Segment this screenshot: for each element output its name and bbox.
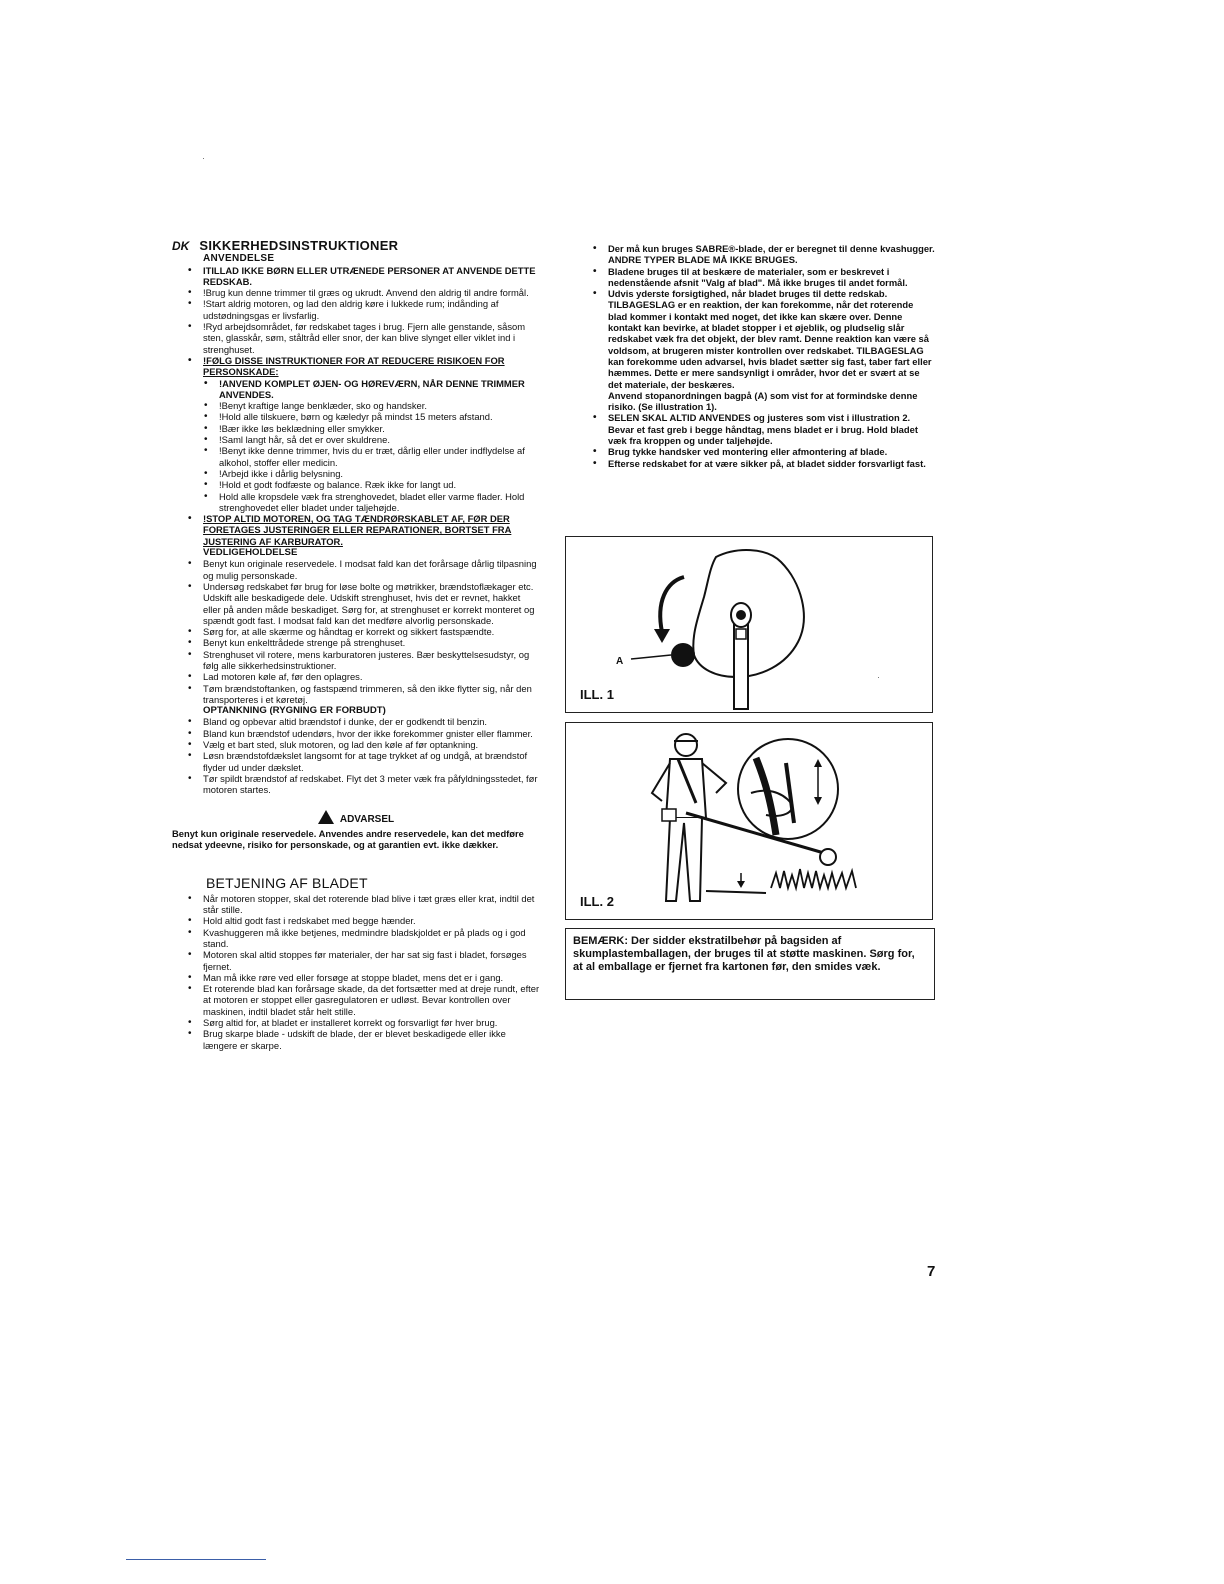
footer-rule <box>126 1559 266 1560</box>
list-item: • ITILLAD IKKE BØRN ELLER UTRÆNEDE PERSONER AT ANVENDE DETTE REDSKAB. <box>172 265 540 288</box>
trimmer-blade <box>820 849 836 865</box>
scan-speck <box>203 158 204 159</box>
list-item: • !ANVEND KOMPLET ØJEN- OG HØREVÆRN, NÅR DENNE TRIMMER ANVENDES. <box>172 378 540 401</box>
arrow-head <box>654 629 670 643</box>
maintenance-list <box>172 558 540 705</box>
blade-guard-drawing <box>566 537 932 712</box>
illustration-2-label: ILL. 2 <box>580 894 614 909</box>
remark-box: BEMÆRK: Der sidder ekstratilbehør på bagsiden af skumplastemballagen, der bruges til at støtte maskinen. Sørg for, at al emballage er fjernet fra kartonen før, den smides væk. <box>565 928 935 1000</box>
operator-legs <box>666 818 702 901</box>
list-item: • Undersøg redskabet før brug for løse bolte og møtrikker, brændstoflækager etc. Udskift alle beskadigede dele. Udskift strenghuset, hvis det er revnet, hakket eller på anden måde beskadiget. Sørg for, at strenghuset er korrekt monteret og spændt godt fast. I modsat fald kan det medføre alvorlig personskade. <box>172 581 540 626</box>
list-item: • Et roterende blad kan forårsage skade, da det fortsætter med at dreje rundt, efter at motoren er stoppet eller gasregulatoren er udløst. Bevar kontrollen over maskinen, indtil bladet står helt stille. <box>172 983 540 1017</box>
use-sub-list <box>172 378 540 514</box>
illustration-1 <box>565 536 933 713</box>
list-item: • Kvashuggeren må ikke betjenes, medmindre bladskjoldet er på plads og i god stand. <box>172 927 540 950</box>
scan-speck <box>878 677 879 678</box>
section-header <box>172 240 540 252</box>
operator-head <box>675 734 697 756</box>
list-item: • !Start aldrig motoren, og lad den aldrig køre i lukkede rum; indånding af udstødningsgas er livsfarlig. <box>172 298 540 321</box>
list-item: • Benyt kun originale reservedele. I modsat fald kan det forårsage dårlig tilpasning og mulig personskade. <box>172 558 540 581</box>
warning-text: Benyt kun originale reservedele. Anvendes andre reservedele, kan det medføre nedsat ydeevne, risiko for personskade, og at garantien evt. ikke dækker. <box>172 827 524 851</box>
list-item: • Løsn brændstofdækslet langsomt for at tage trykket af og undgå, at brændstof flyder ud under dækslet. <box>172 750 540 773</box>
list-item: • !Hold alle tilskuere, børn og kæledyr på mindst 15 meters afstand. <box>172 411 540 422</box>
warning-triangle-icon <box>318 810 334 824</box>
list-item: • Brug skarpe blade - udskift de blade, der er blevet beskadigede eller ikke længere er skarpe. <box>172 1028 540 1051</box>
list-item: • !Hold et godt fodfæste og balance. Ræk ikke for langt ud. <box>172 479 540 490</box>
list-item: • !Benyt kraftige lange benklæder, sko og handsker. <box>172 400 540 411</box>
list-item: • !Benyt ikke denne trimmer, hvis du er træt, dårlig eller under indflydelse af alkohol, stoffer eller medicin. <box>172 445 540 468</box>
list-item: • !Saml langt hår, så det er over skuldrene. <box>172 434 540 445</box>
list-item: • Hold altid godt fast i redskabet med begge hænder. <box>172 915 540 926</box>
list-item: • Sørg for, at alle skærme og håndtag er korrekt og sikkert fastspændte. <box>172 626 540 637</box>
list-item: • Sørg altid for, at bladet er installeret korrekt og forsvarligt før hver brug. <box>172 1017 540 1028</box>
list-item: • Efterse redskabet for at være sikker på, at bladet sidder forsvarligt fast. <box>577 458 935 469</box>
list-item: • !Brug kun denne trimmer til græs og ukrudt. Anvend den aldrig til andre formål. <box>172 287 540 298</box>
right-column <box>577 243 935 469</box>
stop-device-a <box>671 643 695 667</box>
blade-list <box>577 243 935 390</box>
blade-operation-list <box>172 893 540 1051</box>
list-item: • Strenghuset vil rotere, mens karburatoren justeres. Bær beskyttelsesudstyr, og følg alle sikkerhedsinstruktioner. <box>172 649 540 672</box>
list-item: • Lad motoren køle af, før den oplagres. <box>172 671 540 682</box>
warning-title: ADVARSEL <box>339 813 395 825</box>
list-item: • Bland og opbevar altid brændstof i dunke, der er godkendt til benzin. <box>172 716 540 727</box>
list-item: • Tøm brændstoftanken, og fastspænd trimmeren, så den ikke flytter sig, når den transporteres i et køretøj. <box>172 683 540 706</box>
list-item: • Vælg et bart sted, sluk motoren, og lad den køle af før optankning. <box>172 739 540 750</box>
grass <box>771 869 856 888</box>
list-item: • !Ryd arbejdsområdet, før redskabet tages i brug. Fjern alle genstande, såsom sten, glasskår, søm, ståltråd eller snor, der kan blive slynget eller viklet ind i strenghuset. <box>172 321 540 355</box>
fueling-heading: OPTANKNING (RYGNING ER FORBUDT) <box>203 705 386 717</box>
list-item: • !Arbejd ikke i dårlig belysning. <box>172 468 540 479</box>
list-item: • Man må ikke røre ved eller forsøge at stoppe bladet, mens det er i gang. <box>172 972 540 983</box>
stop-device-note: Anvend stopanordningen bagpå (A) som vist for at formindske denne risiko. (Se illustration 1). <box>608 389 918 413</box>
rotation-arrow <box>660 577 684 632</box>
engine <box>662 809 676 821</box>
harness-drawing <box>566 723 932 919</box>
list-item: • Bladene bruges til at beskære de materialer, som er beskrevet i nedenstående afsnit "Valg af blad". Må ikke bruges til andet formål. <box>577 266 935 289</box>
list-item: • Der må kun bruges SABRE®-blade, der er beregnet til denne kvashugger. ANDRE TYPER BLADE MÅ IKKE BRUGES. <box>577 243 935 266</box>
fueling-list <box>172 716 540 795</box>
page-title: SIKKERHEDSINSTRUKTIONER <box>199 238 399 253</box>
blade-operation-heading: BETJENING AF BLADET <box>206 875 368 892</box>
left-column <box>172 240 540 1051</box>
list-item: • !FØLG DISSE INSTRUKTIONER FOR AT REDUCERE RISIKOEN FOR PERSONSKADE: <box>172 355 540 378</box>
language-code: DK <box>172 239 190 253</box>
list-item: • Brug tykke handsker ved montering eller afmontering af blade. <box>577 446 935 457</box>
harness-list <box>577 412 935 468</box>
list-item: • !Bær ikke løs beklædning eller smykker. <box>172 423 540 434</box>
illustration-1-label: ILL. 1 <box>580 687 614 702</box>
illustration-2 <box>565 722 933 920</box>
list-item: • !STOP ALTID MOTOREN, OG TAG TÆNDRØRSKABLET AF, FØR DER FORETAGES JUSTERINGER ELLER REPARATIONER, BORTSET FRA JUSTERING AF KARBURATOR. <box>172 513 540 547</box>
page-number: 7 <box>927 1263 936 1280</box>
warning-heading <box>172 810 540 825</box>
list-item: • Motoren skal altid stoppes før materialer, der har sat sig fast i bladet, forsøges fjernet. <box>172 949 540 972</box>
list-item: • Tør spildt brændstof af redskabet. Flyt det 3 meter væk fra påfyldningsstedet, før motoren startes. <box>172 773 540 796</box>
maintenance-heading: VEDLIGEHOLDELSE <box>203 547 298 559</box>
stop-list <box>172 513 540 547</box>
use-heading: ANVENDELSE <box>203 253 275 265</box>
list-item: • Udvis yderste forsigtighed, når bladet bruges til dette redskab. TILBAGESLAG er en reaktion, der kan forekomme, når det roterende blad kommer i kontakt med noget, det ikke kan skære over. Denne kontakt kan bevirke, at bladet stopper i et øjeblik, og pludselig slår redskabet væk fra det objekt, der blev ramt. Denne reaktion kan være så voldsom, at brugeren mister kontrollen over redskabet. TILBAGESLAG kan forekomme uden advarsel, hvis bladet sætter sig fast, taber fart eller hæmmes. Dette er mere sandsynligt i områder, hvor det er svært at se det materiale, der beskæres. <box>577 288 935 390</box>
list-item: • SELEN SKAL ALTID ANVENDES og justeres som vist i illustration 2. Bevar et fast greb i begge håndtag, mens bladet er i brug. Hold bladet væk fra kroppen og under taljehøjde. <box>577 412 935 446</box>
list-item: • Bland kun brændstof udendørs, hvor der ikke forekommer gnister eller flammer. <box>172 728 540 739</box>
use-list <box>172 265 540 378</box>
list-item: • Når motoren stopper, skal det roterende blad blive i tæt græs eller krat, indtil det står stille. <box>172 893 540 916</box>
marker-a: A <box>616 656 624 667</box>
list-item: • Hold alle kropsdele væk fra strenghovedet, bladet eller varme flader. Hold strenghovedet eller bladet under taljehøjde. <box>172 491 540 514</box>
list-item: • Benyt kun enkelttrådede strenge på strenghuset. <box>172 637 540 648</box>
